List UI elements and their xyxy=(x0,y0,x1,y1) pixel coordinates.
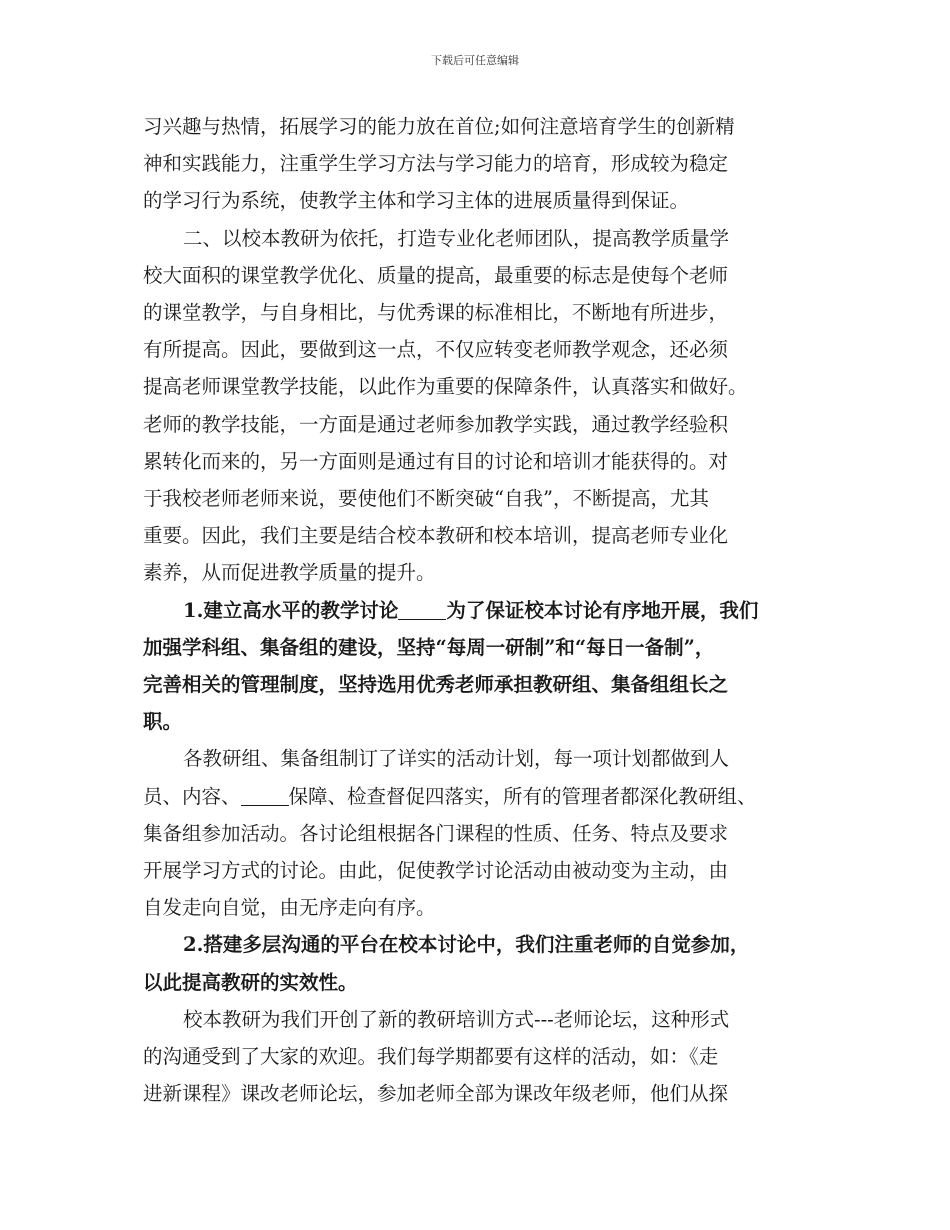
text-line: 加强学科组、集备组的建设，坚持“每周一研制”和“每日一备制”， xyxy=(143,635,715,659)
text-line: 于我校老师老师来说，要使他们不断突破“自我”，不断提高，尤其 xyxy=(143,487,709,511)
text-line: 各教研组、集备组制订了详实的活动计划，每一项计划都做到人 xyxy=(183,747,730,771)
text-line: 职。 xyxy=(143,710,183,734)
document-body xyxy=(143,108,821,1112)
page-header: 下载后可任意编辑 xyxy=(431,54,519,67)
text-line xyxy=(143,778,821,815)
text-line: 开展学习方式的讨论。由此，促使教学讨论活动由被动变为主动，由 xyxy=(143,859,729,883)
text-fragment: 员、内容、 xyxy=(143,784,241,808)
paragraph-5-heading xyxy=(143,926,821,1000)
paragraph-3-heading xyxy=(143,592,821,741)
text-line: 2.搭建多层沟通的平台在校本讨论中，我们注重老师的自觉参加， xyxy=(183,933,750,957)
text-line: 重要。因此，我们主要是结合校本教研和校本培训，提高老师专业化 xyxy=(143,524,729,548)
text-line: 的课堂教学，与自身相比，与优秀课的标准相比，不断地有所进步， xyxy=(143,301,729,325)
text-line xyxy=(143,592,821,629)
text-line: 老师的教学技能，一方面是通过老师参加教学实践，通过教学经验积 xyxy=(143,412,729,436)
text-line: 二、以校本教研为依托，打造专业化老师团队，提高教学质量学 xyxy=(183,226,730,250)
text-line: 集备组参加活动。各讨论组根据各门课程的性质、任务、特点及要求 xyxy=(143,821,729,845)
text-line: 的学习行为系统，使教学主体和学习主体的进展质量得到保证。 xyxy=(143,189,690,213)
heading-text: 1.建立高水平的教学讨论 xyxy=(183,598,399,622)
text-line: 校本教研为我们开创了新的教研培训方式---老师论坛，这种形式 xyxy=(183,1007,730,1031)
text-line: 有所提高。因此，要做到这一点，不仅应转变老师教学观念，还必须 xyxy=(143,338,729,362)
heading-text: 为了保证校本讨论有序地开展，我们 xyxy=(446,598,759,622)
fill-in-blank xyxy=(398,599,446,620)
paragraph-1 xyxy=(143,108,821,220)
text-line: 校大面积的课堂教学优化、质量的提高，最重要的标志是使每个老师 xyxy=(143,263,729,287)
text-line: 神和实践能力，注重学生学习方法与学习能力的培育，形成较为稳定 xyxy=(143,152,729,176)
paragraph-4 xyxy=(143,740,821,926)
text-line: 的沟通受到了大家的欢迎。我们每学期都要有这样的活动，如：《走 xyxy=(143,1045,719,1069)
text-line: 自发走向自觉，由无序走向有序。 xyxy=(143,896,436,920)
text-line: 以此提高教研的实效性。 xyxy=(143,970,358,994)
text-line: 习兴趣与热情，拓展学习的能力放在首位;如何注意培育学生的创新精 xyxy=(143,115,735,138)
paragraph-2 xyxy=(143,220,821,592)
fill-in-blank xyxy=(241,785,289,806)
text-line: 累转化而来的，另一方面则是通过有目的讨论和培训才能获得的。对 xyxy=(143,449,729,473)
text-line: 完善相关的管理制度，坚持选用优秀老师承担教研组、集备组组长之 xyxy=(143,673,729,697)
text-line: 提高老师课堂教学技能，以此作为重要的保障条件，认真落实和做好。 xyxy=(143,375,748,399)
text-line: 素养，从而促进教学质量的提升。 xyxy=(143,561,436,585)
paragraph-6 xyxy=(143,1001,821,1113)
text-fragment: 保障、检查督促四落实，所有的管理者都深化教研组、 xyxy=(288,784,757,808)
text-line: 进新课程》课改老师论坛，参加老师全部为课改年级老师，他们从探 xyxy=(143,1082,729,1106)
